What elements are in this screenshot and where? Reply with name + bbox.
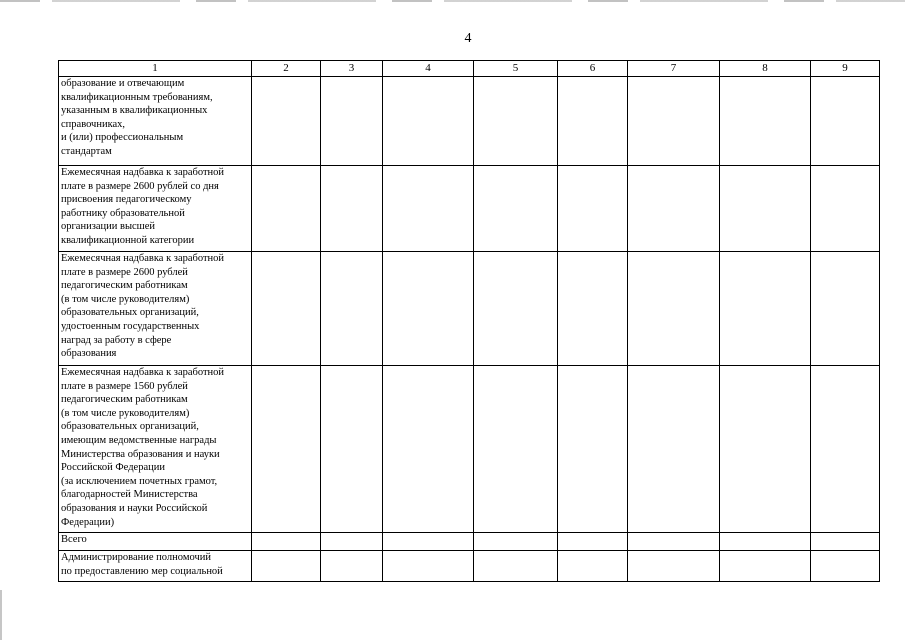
- row-label-text: Ежемесячная надбавка к заработной плате в размере 2600 рублей со дня присвоения педагогическому работнику образовательной организации высшей квалификационной категории: [61, 167, 225, 246]
- empty-cell: [321, 366, 383, 533]
- empty-cell: [252, 366, 321, 533]
- empty-cell: [474, 533, 558, 551]
- column-header: 9: [811, 61, 880, 77]
- empty-cell: [383, 533, 474, 551]
- row-label: [59, 166, 252, 252]
- empty-cell: [321, 252, 383, 366]
- empty-cell: [252, 252, 321, 366]
- row-label-text: образование и отвечающим квалификационным требованиям, указанным в квалификационных справочниках, и (или) профессиональным стандартам: [61, 78, 213, 157]
- row-label: [59, 252, 252, 366]
- scan-top-edge: [0, 0, 905, 2]
- empty-cell: [474, 366, 558, 533]
- column-header: 8: [720, 61, 811, 77]
- row-label-text: Ежемесячная надбавка к заработной плате в размере 2600 рублей педагогическим работникам (в том числе руководителям) образовательных организаций, удостоенным государственных наград за работу в сфере образования: [61, 253, 225, 360]
- empty-cell: [811, 551, 880, 582]
- column-header: 1: [59, 61, 252, 77]
- empty-cell: [383, 166, 474, 252]
- empty-cell: [811, 77, 880, 166]
- empty-cell: [811, 533, 880, 551]
- row-label: [59, 533, 252, 551]
- empty-cell: [474, 77, 558, 166]
- empty-cell: [383, 551, 474, 582]
- empty-cell: [558, 166, 628, 252]
- empty-cell: [321, 533, 383, 551]
- empty-cell: [252, 551, 321, 582]
- empty-cell: [720, 366, 811, 533]
- empty-cell: [628, 77, 720, 166]
- table-row: [59, 366, 880, 533]
- table-row: [59, 252, 880, 366]
- empty-cell: [252, 533, 321, 551]
- table-row: [59, 533, 880, 551]
- empty-cell: [321, 77, 383, 166]
- empty-cell: [321, 166, 383, 252]
- table-row: [59, 551, 880, 582]
- empty-cell: [558, 252, 628, 366]
- empty-cell: [628, 366, 720, 533]
- empty-cell: [628, 252, 720, 366]
- row-label: [59, 366, 252, 533]
- row-label-text: Ежемесячная надбавка к заработной плате в размере 1560 рублей педагогическим работникам (в том числе руководителям) образовательных организаций, имеющим ведомственные награды Министерства образования и науки Российской Федерации (за исключением почетных грамот, благодарностей Министерства образования и науки Российской Федерации): [61, 367, 225, 528]
- empty-cell: [628, 551, 720, 582]
- empty-cell: [321, 551, 383, 582]
- column-header: 3: [321, 61, 383, 77]
- empty-cell: [252, 77, 321, 166]
- empty-cell: [811, 366, 880, 533]
- scan-left-edge: [0, 590, 2, 640]
- empty-cell: [628, 533, 720, 551]
- empty-cell: [628, 166, 720, 252]
- row-label-text: Всего: [61, 534, 87, 545]
- column-header: 5: [474, 61, 558, 77]
- empty-cell: [474, 551, 558, 582]
- page-number: 4: [464, 31, 472, 46]
- data-table: [58, 60, 880, 582]
- empty-cell: [558, 551, 628, 582]
- row-label: [59, 551, 252, 582]
- row-label-text: Администрирование полномочий по предоставлению мер социальной: [61, 552, 223, 577]
- empty-cell: [383, 366, 474, 533]
- empty-cell: [720, 252, 811, 366]
- column-header: 6: [558, 61, 628, 77]
- empty-cell: [383, 77, 474, 166]
- empty-cell: [383, 252, 474, 366]
- empty-cell: [558, 77, 628, 166]
- empty-cell: [474, 166, 558, 252]
- table-header-row: [59, 61, 880, 77]
- table-row: [59, 77, 880, 166]
- column-header: 2: [252, 61, 321, 77]
- row-label: [59, 77, 252, 166]
- empty-cell: [720, 551, 811, 582]
- empty-cell: [252, 166, 321, 252]
- empty-cell: [811, 252, 880, 366]
- empty-cell: [558, 366, 628, 533]
- empty-cell: [811, 166, 880, 252]
- empty-cell: [720, 166, 811, 252]
- empty-cell: [558, 533, 628, 551]
- column-header: 7: [628, 61, 720, 77]
- empty-cell: [474, 252, 558, 366]
- empty-cell: [720, 77, 811, 166]
- column-header: 4: [383, 61, 474, 77]
- table-row: [59, 166, 880, 252]
- empty-cell: [720, 533, 811, 551]
